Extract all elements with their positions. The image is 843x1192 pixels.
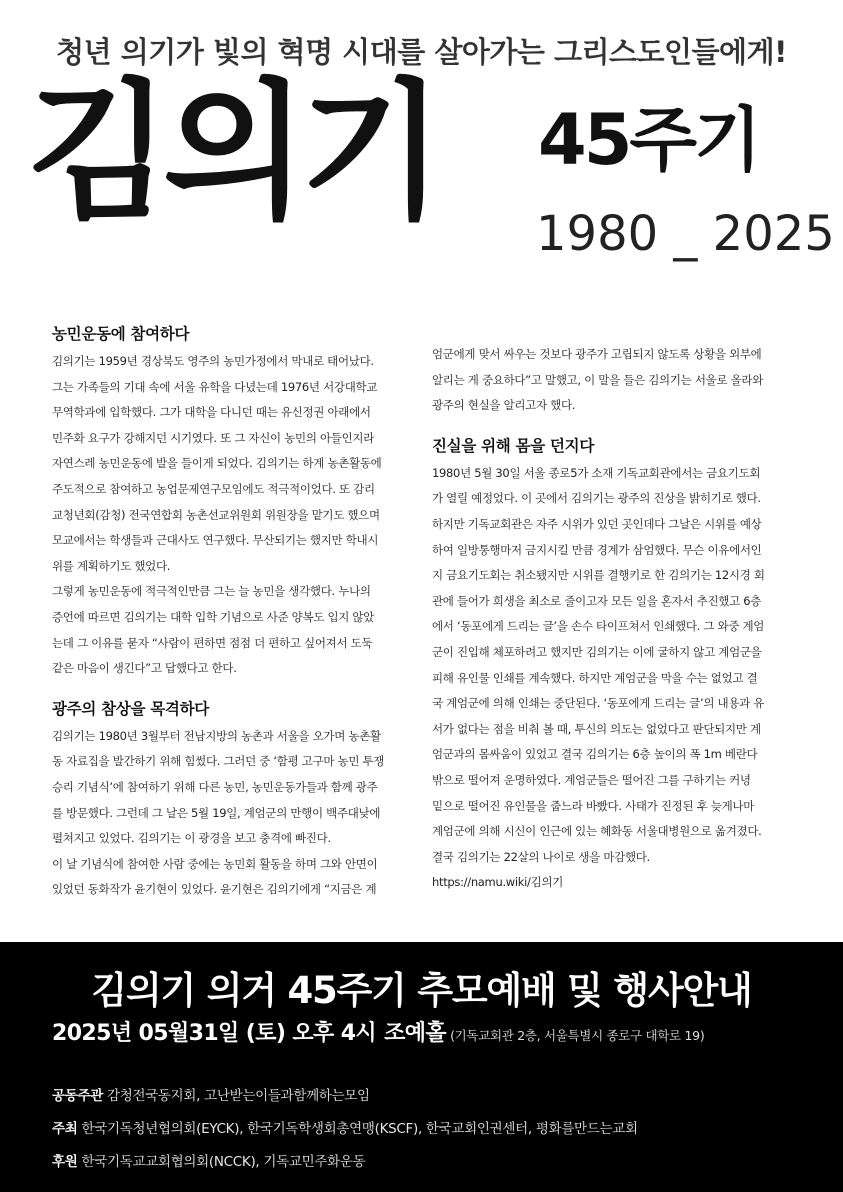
text-line: 펼쳐지고 있었다. 김의기는 이 광경을 보고 충격에 빠진다. — [52, 831, 331, 846]
host-label: 주최 — [52, 1121, 78, 1137]
sponsor-row — [52, 1150, 365, 1170]
text-line: 무역학과에 입학했다. 그가 대학을 다니던 때는 유신정권 아래에서 — [52, 405, 371, 420]
section-body — [432, 342, 804, 419]
text-line: 는데 그 이유를 묻자 “사람이 편하면 점점 더 편하고 싶어져서 도둑 — [52, 635, 373, 650]
text-line: 가 열릴 예정었다. 이 곳에서 김의기는 광주의 진상을 밝히기로 했다. — [432, 491, 761, 506]
text-line: 밖으로 떨어져 운명하였다. 계엄군들은 떨어진 그를 구하기는 커녕 — [432, 772, 751, 787]
section-body — [52, 349, 414, 682]
host-names: 한국기독청년협의회(EYCK), 한국기독학생회총연맹(KSCF), 한국교회인권센터, 평화를만드는교회 — [81, 1121, 638, 1137]
event-details — [52, 1016, 704, 1047]
source-link[interactable]: https://namu.wiki/김의기 — [432, 875, 564, 890]
sponsor-label: 후원 — [52, 1154, 78, 1170]
text-line: 를 방문했다. 그런데 그 날은 5월 19일, 계엄군의 만행이 백주대낮에 — [52, 805, 381, 820]
text-line: 하지만 기독교회관은 자주 시위가 있던 곳인데다 그날은 시위를 예상 — [432, 516, 762, 531]
section-title: 진실을 위해 몸을 던지다 — [432, 436, 595, 455]
event-venue: 조예홀 — [384, 1021, 447, 1046]
organizer-row — [52, 1084, 370, 1104]
host-row — [52, 1117, 638, 1137]
text-line: 계엄군에 의해 시신이 인근에 있는 혜화동 서울대병원으로 옮겨졌다. — [432, 824, 762, 839]
text-line: 에서 ‘동포에게 드리는 글’을 손수 타이프쳐서 인쇄했다. 그 와중 계엄 — [432, 619, 765, 634]
sponsor-names: 한국기독교교회협의회(NCCK), 기독교민주화운동 — [81, 1154, 366, 1170]
organizer-label: 공동주관 — [52, 1088, 103, 1104]
event-date-time: 2025년 05월31일 (토) 오후 4시 — [52, 1021, 377, 1046]
section-body — [52, 724, 414, 903]
text-line: 같은 마음이 생긴다”고 답했다고 한다. — [52, 661, 237, 676]
text-line: 서가 없다는 점을 비춰 볼 때, 투신의 의도는 없었다고 판단되지만 계 — [432, 721, 761, 736]
years-range: 1980 _ 2025 — [536, 206, 835, 262]
section-body — [432, 461, 804, 896]
text-line: 자연스레 농민운동에 발을 들이게 되었다. 김의기는 하계 농촌활동에 — [52, 456, 382, 471]
event-address: (기독교회관 2층, 서울특별시 종로구 대학로 19) — [450, 1028, 705, 1043]
text-line: 모교에서는 학생들과 근대사도 연구했다. 무산되기는 했지만 학내시 — [52, 533, 379, 548]
text-line: 그는 가족들의 기대 속에 서울 유학을 다녔는데 1976년 서강대학교 — [52, 379, 378, 394]
text-line: 1980년 5월 30일 서울 종로5가 소재 기독교회관에서는 금요기도회 — [432, 465, 761, 480]
text-line: 결국 김의기는 22살의 나이로 생을 마감했다. — [432, 849, 650, 864]
text-line: 지 금요기도회는 취소됐지만 시위를 결행키로 한 김의기는 12시경 회 — [432, 568, 765, 583]
text-line: 알리는 게 중요하다”고 말했고, 이 말을 들은 김의기는 서울로 올라와 — [432, 372, 764, 387]
text-line: 하여 일방통행마저 금지시킬 만큼 경계가 삼엄했다. 무슨 이유에서인 — [432, 542, 762, 557]
text-line: 민주화 요구가 강해지던 시기였다. 또 그 자신이 농민의 아들인지라 — [52, 430, 375, 445]
text-line: 이 날 기념식에 참여한 사람 중에는 농민회 활동을 하며 그와 안면이 — [52, 856, 378, 871]
text-line: 피해 유인물 인쇄를 계속했다. 하지만 계엄군을 막을 수는 없었고 결 — [432, 670, 758, 685]
text-line: 있었던 동화작가 윤기현이 있었다. 윤기현은 김의기에게 “지금은 계 — [52, 882, 377, 897]
text-line: 김의기는 1959년 경상북도 영주의 농민가정에서 막내로 태어났다. — [52, 354, 374, 368]
text-line: 위를 계획하기도 했었다. — [52, 558, 171, 573]
text-line: 그렇게 농민운동에 적극적인만큼 그는 늘 농민을 생각했다. 누나의 — [52, 584, 371, 599]
text-line: 엄군에게 맞서 싸우는 것보다 광주가 고립되지 않도록 상황을 외부에 — [432, 347, 762, 361]
text-line: 주도적으로 참여하고 농업문제연구모임에도 적극적이었다. 또 감리 — [52, 481, 375, 496]
text-line: 엄군과의 몸싸움이 있었고 결국 김의기는 6층 높이의 폭 1m 베란다 — [432, 747, 758, 762]
text-line: 군이 진입해 체포하려고 했지만 김의기는 이에 굴하지 않고 계엄군을 — [432, 644, 762, 659]
text-line: 증언에 따르면 김의기는 대학 입학 기념으로 사준 양복도 입지 않았 — [52, 609, 375, 624]
text-line: 승리 기념식’에 참여하기 위해 다른 농민, 농민운동가들과 함께 광주 — [52, 779, 378, 794]
poster-subtitle: 청년 의기가 빛의 혁명 시대를 살아가는 그리스도인들에게! — [56, 35, 787, 69]
organizer-names: 감청전국동지회, 고난받는이들과함께하는모임 — [106, 1088, 370, 1104]
text-line: 관에 들어가 희생을 최소로 줄이고자 모든 일을 혼자서 추진했고 6층 — [432, 593, 762, 608]
text-line: 광주의 현실을 알리고자 했다. — [432, 398, 576, 413]
event-info-footer — [0, 942, 843, 1192]
poster-name-title: 김의기 — [26, 66, 437, 240]
text-line: 동 자료집을 발간하기 위해 힘썼다. 그러던 중 ‘함평 고구마 농민 투쟁 — [52, 754, 385, 769]
anniversary-label: 45주기 — [538, 99, 759, 181]
right-text-column — [432, 342, 804, 896]
left-text-column — [52, 320, 414, 903]
text-line: 교청년회(감청) 전국연합회 농촌선교위원회 위원장을 맡기도 했으며 — [52, 507, 380, 522]
text-line: 김의기는 1980년 3월부터 전남지방의 농촌과 서울을 오가며 농촌활 — [52, 728, 381, 743]
event-title: 김의기 의거 45주기 추모예배 및 행사안내 — [91, 969, 752, 1012]
text-line: 국 계엄군에 의해 인쇄는 중단된다. ‘동포에게 드리는 글’의 내용과 유 — [432, 696, 765, 711]
section-title: 농민운동에 참여하다 — [52, 325, 190, 343]
section-title: 광주의 참상을 목격하다 — [52, 699, 209, 718]
text-line: 밑으로 떨어진 유인물을 줍느라 바빴다. 사태가 진정된 후 늦게나마 — [432, 798, 755, 813]
